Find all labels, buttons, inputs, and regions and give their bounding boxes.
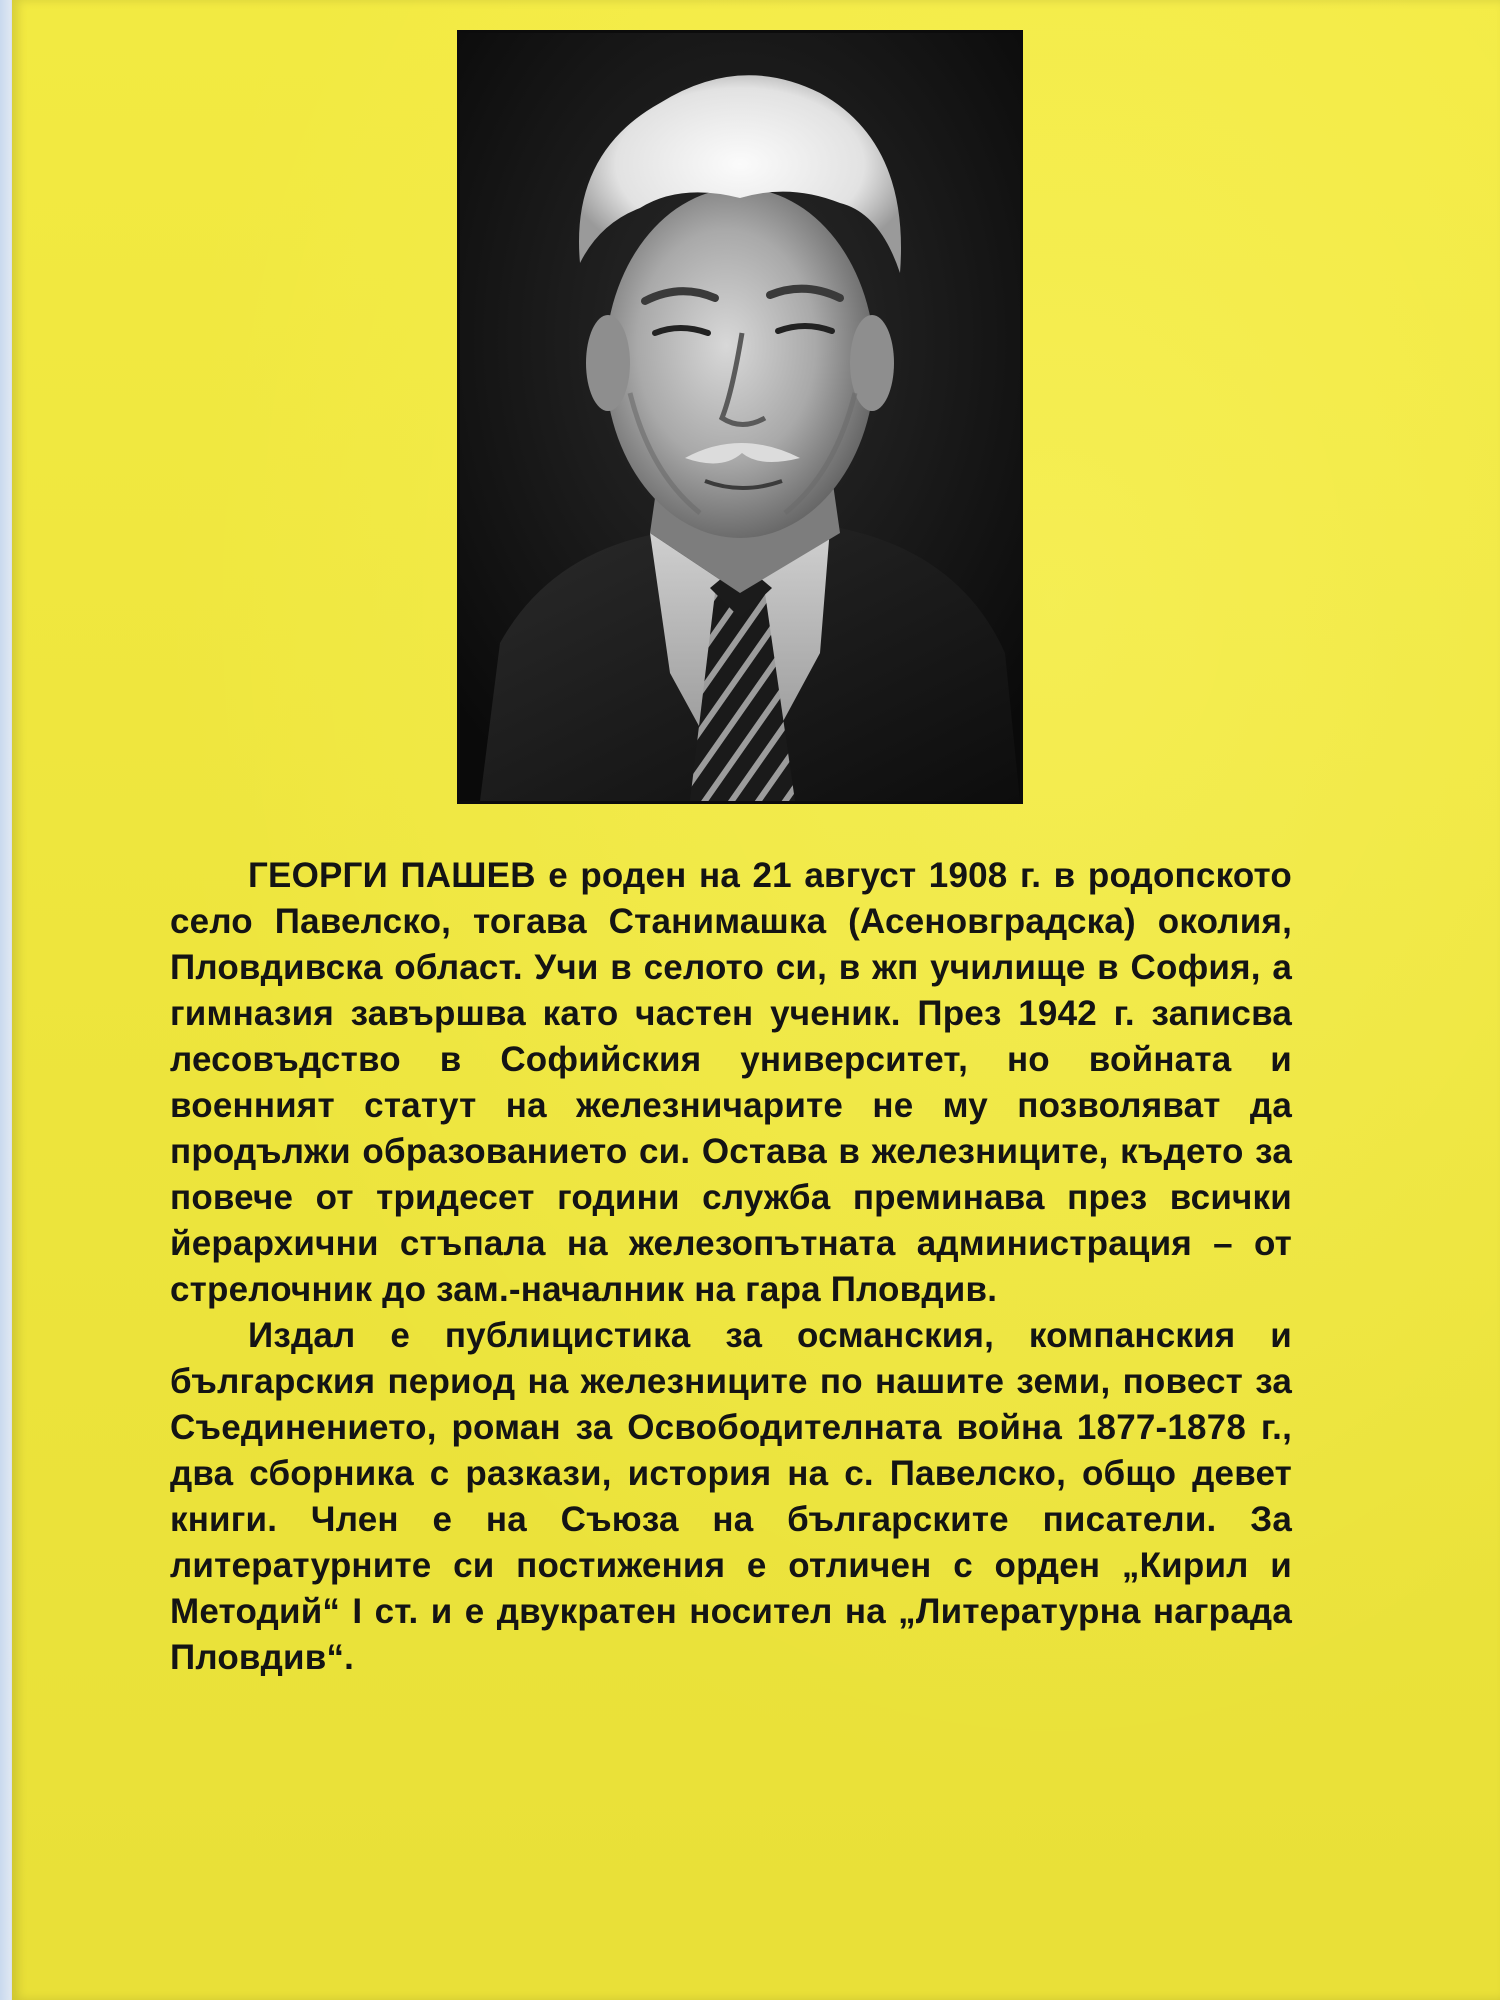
portrait-illustration [460, 33, 1020, 801]
book-back-cover [12, 0, 1500, 2000]
author-name: ГЕОРГИ ПАШЕВ [248, 856, 536, 895]
author-biography [170, 853, 1292, 1681]
author-portrait-photo [457, 30, 1023, 804]
biography-paragraph-1 [170, 853, 1292, 1313]
biography-paragraph-1-text: е роден на 21 август 1908 г. в родопското село Павелско, тогава Станимашка (Асеновградска) околия, Пловдивска област. Учи в селото си, в жп училище в София, а гимназия завършва като частен ученик. През 1942 г. записва лесовъдство в Софийския университет, но войната и военният статут на железничарите не му позволяват да продължи образованието си. Остава в железниците, където за повече от тридесет години служба преминава през всички йерархични стъпала на железопътната администрация – от стрелочник до зам.-началник на гара Пловдив. [170, 856, 1292, 1309]
biography-paragraph-2: Издал е публицистика за османския, компанския и българския период на железниците по нашите земи, повест за Съединението, роман за Освободителната война 1877-1878 г., два сборника с разкази, история на с. Павелско, общо девет книги. Член е на Съюза на българските писатели. За литературните си постижения е отличен с орден „Кирил и Методий“ I ст. и е двукратен носител на „Литературна награда Пловдив“. [170, 1316, 1292, 1677]
